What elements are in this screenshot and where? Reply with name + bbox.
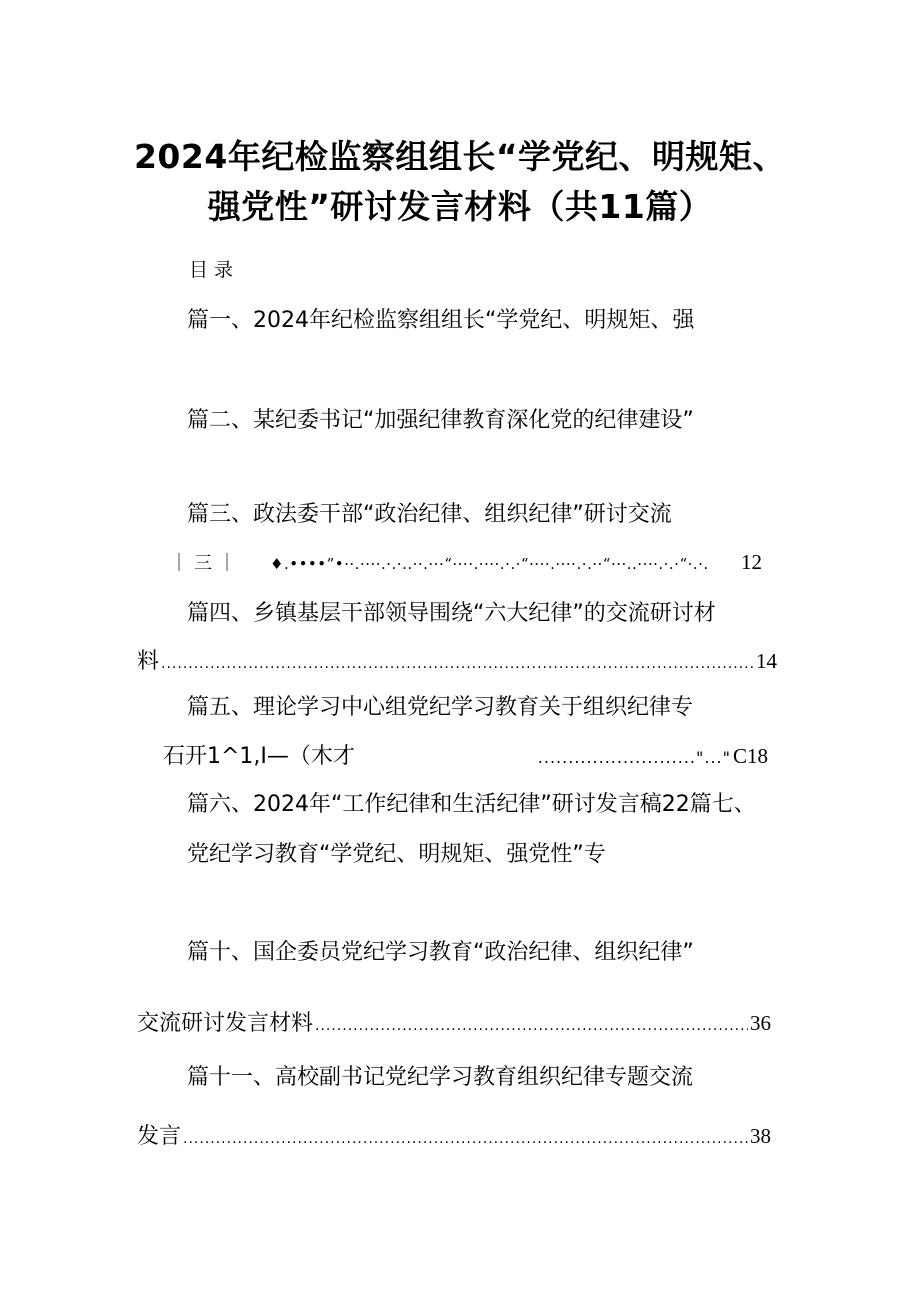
toc-item-5-title-continuation: 石开1^1,I—（木才 [163, 744, 355, 769]
toc-item-4-page-number: 14 [756, 649, 777, 673]
toc-item-6-title-continuation[interactable]: 党纪学习教育“学党纪、明规矩、强党性”专 [187, 842, 606, 867]
toc-item-4-title[interactable]: 篇四、乡镇基层干部领导围绕“六大纪律”的交流研讨材 [187, 601, 716, 626]
toc-item-11-page-number: 38 [750, 1124, 771, 1148]
toc-item-3-marker: ｜三｜ [170, 553, 242, 574]
toc-item-10-leader-row [137, 1008, 771, 1041]
toc-item-3-leader-row [170, 548, 762, 578]
document-title-line-2: 强党性”研讨发言材料（共11篇） [207, 187, 713, 226]
toc-item-11-title[interactable]: 篇十一、高校副书记党纪学习教育组织纪律专题交流 [187, 1065, 694, 1090]
toc-item-5-leader-row [163, 741, 768, 773]
toc-item-10-title-continuation: 交流研讨发言材料 [137, 1011, 314, 1036]
toc-item-4-dot-leader [161, 649, 754, 679]
toc-item-4-leader-row [137, 646, 777, 679]
toc-item-3-page-number: 12 [741, 550, 762, 574]
toc-item-5-page-number: C18 [732, 744, 768, 768]
toc-heading: 目录 [189, 259, 240, 281]
toc-item-10-title[interactable]: 篇十、国企委员党纪学习教育“政治纪律、组织纪律” [187, 940, 694, 965]
toc-item-11-title-continuation: 发言 [137, 1124, 182, 1149]
toc-item-1-title[interactable]: 篇一、2024年纪检监察组组长“学党纪、明规矩、强 [187, 308, 695, 333]
toc-item-6-title[interactable]: 篇六、2024年“工作纪律和生活纪律”研讨发言稿22篇七、 [187, 792, 756, 817]
toc-item-10-dot-leader [315, 1011, 748, 1041]
toc-item-4-title-continuation: 料 [137, 649, 160, 674]
toc-item-11-leader-row [137, 1121, 771, 1154]
document-title-line-1: 2024年纪检监察组组长“学党纪、明规矩、 [133, 137, 787, 176]
toc-item-11-dot-leader [183, 1124, 748, 1154]
toc-item-2-title[interactable]: 篇二、某纪委书记“加强纪律教育深化党的纪律建设” [187, 408, 694, 433]
toc-item-5-title[interactable]: 篇五、理论学习中心组党纪学习教育关于组织纪律专 [187, 695, 694, 720]
toc-item-5-dot-leader: .........................."..." [537, 748, 731, 767]
toc-item-3-leader: ♦.••••”•··.····.·.·..··.···“····.····.·.·“····.····.·.··“···..····.·.·“·.·. [270, 555, 709, 573]
toc-item-3-title[interactable]: 篇三、政法委干部“政治纪律、组织纪律”研讨交流 [187, 502, 672, 527]
toc-item-10-page-number: 36 [750, 1011, 771, 1035]
